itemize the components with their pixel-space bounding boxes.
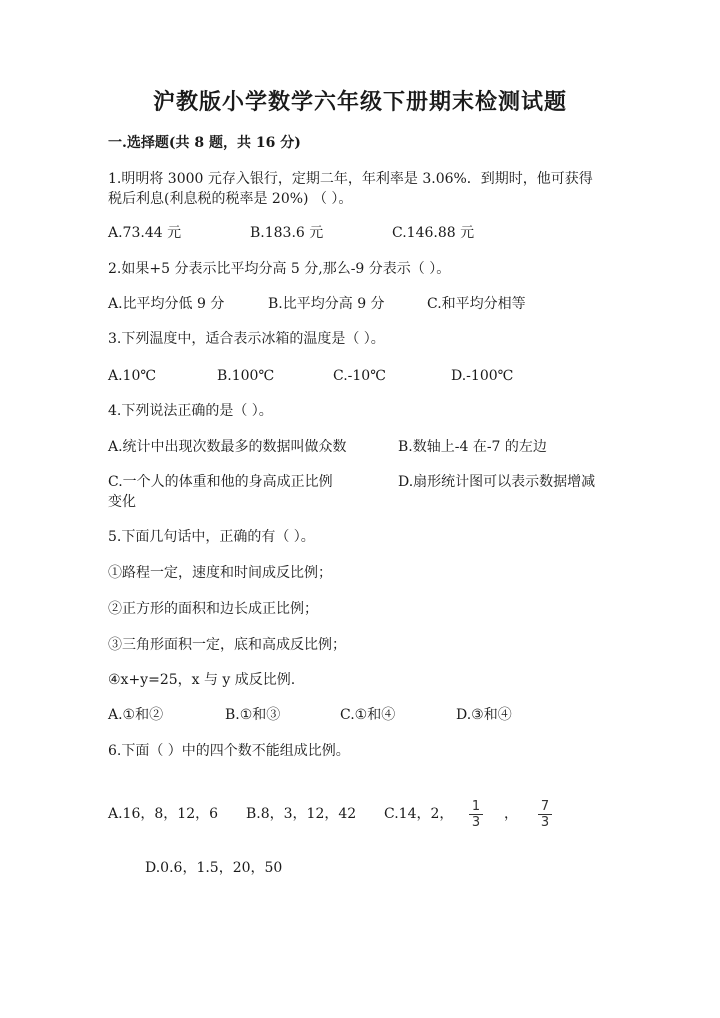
fraction-denominator: 3 — [471, 815, 481, 830]
q2-option-a: A.比平均分低 9 分 — [108, 296, 225, 312]
q5-statement-3: ③三角形面积一定，底和高成反比例； — [108, 637, 346, 653]
question-2-text: 2.如果+5 分表示比平均分高 5 分,那么-9 分表示（ ）。 — [108, 261, 451, 277]
q5-statement-1: ①路程一定，速度和时间成反比例； — [108, 565, 332, 581]
q5-statement-2: ②正方形的面积和边长成正比例； — [108, 601, 318, 617]
q2-option-c: C.和平均分相等 — [427, 296, 526, 312]
page-title: 沪教版小学数学六年级下册期末检测试题 — [152, 89, 567, 115]
q4-option-b: B.数轴上-4 在-7 的左边 — [398, 439, 547, 455]
q1-option-b: B.183.6 元 — [250, 225, 324, 241]
section-heading: 一.选择题(共 8 题，共 16 分) — [108, 135, 301, 151]
question-1-line-1: 1.明明将 3000 元存入银行，定期二年，年利率是 3.06%．到期时，他可获得 — [108, 171, 593, 187]
q4-option-a: A.统计中出现次数最多的数据叫做众数 — [108, 439, 347, 455]
fraction-numerator: 1 — [471, 799, 481, 814]
q5-option-d: D.③和④ — [456, 707, 512, 723]
q1-option-a: A.73.44 元 — [108, 225, 182, 241]
q4-option-c: C.一个人的体重和他的身高成正比例 — [108, 474, 333, 490]
q3-option-d: D.-100℃ — [451, 368, 514, 384]
q5-option-b: B.①和③ — [225, 707, 281, 723]
question-3-text: 3.下列温度中，适合表示冰箱的温度是（ ）。 — [108, 331, 385, 347]
q6-option-c: C.14，2， — [384, 806, 454, 822]
fraction-denominator: 3 — [540, 815, 550, 830]
question-5-text: 5.下面几句话中，正确的有（ ）。 — [108, 529, 315, 545]
q5-statement-4: ④x+y=25，x 与 y 成反比例. — [108, 672, 296, 688]
q2-option-b: B.比平均分高 9 分 — [268, 296, 385, 312]
fraction-seven-thirds — [538, 800, 552, 829]
q6-option-d: D.0.6，1.5，20，50 — [145, 860, 283, 876]
q5-option-a: A.①和② — [108, 707, 164, 723]
fraction-numerator: 7 — [540, 799, 550, 814]
q3-option-a: A.10℃ — [108, 368, 157, 384]
q4-option-d-continued: 变化 — [108, 494, 136, 510]
q4-option-d: D.扇形统计图可以表示数据增减 — [398, 474, 596, 490]
q5-option-c: C.①和④ — [340, 707, 396, 723]
q6-option-b: B.8，3，12，42 — [246, 806, 357, 822]
question-6-text: 6.下面（ ）中的四个数不能组成比例。 — [108, 743, 350, 759]
q3-option-b: B.100℃ — [217, 368, 275, 384]
q6-option-a: A.16，8，12，6 — [108, 806, 219, 822]
fraction-separator: ， — [504, 806, 518, 822]
question-1-line-2: 税后利息(利息税的税率是 20%) （ ）。 — [108, 191, 353, 207]
q1-option-c: C.146.88 元 — [392, 225, 475, 241]
fraction-one-third — [469, 800, 483, 829]
q3-option-c: C.-10℃ — [333, 368, 386, 384]
question-4-text: 4.下列说法正确的是（ ）。 — [108, 403, 273, 419]
